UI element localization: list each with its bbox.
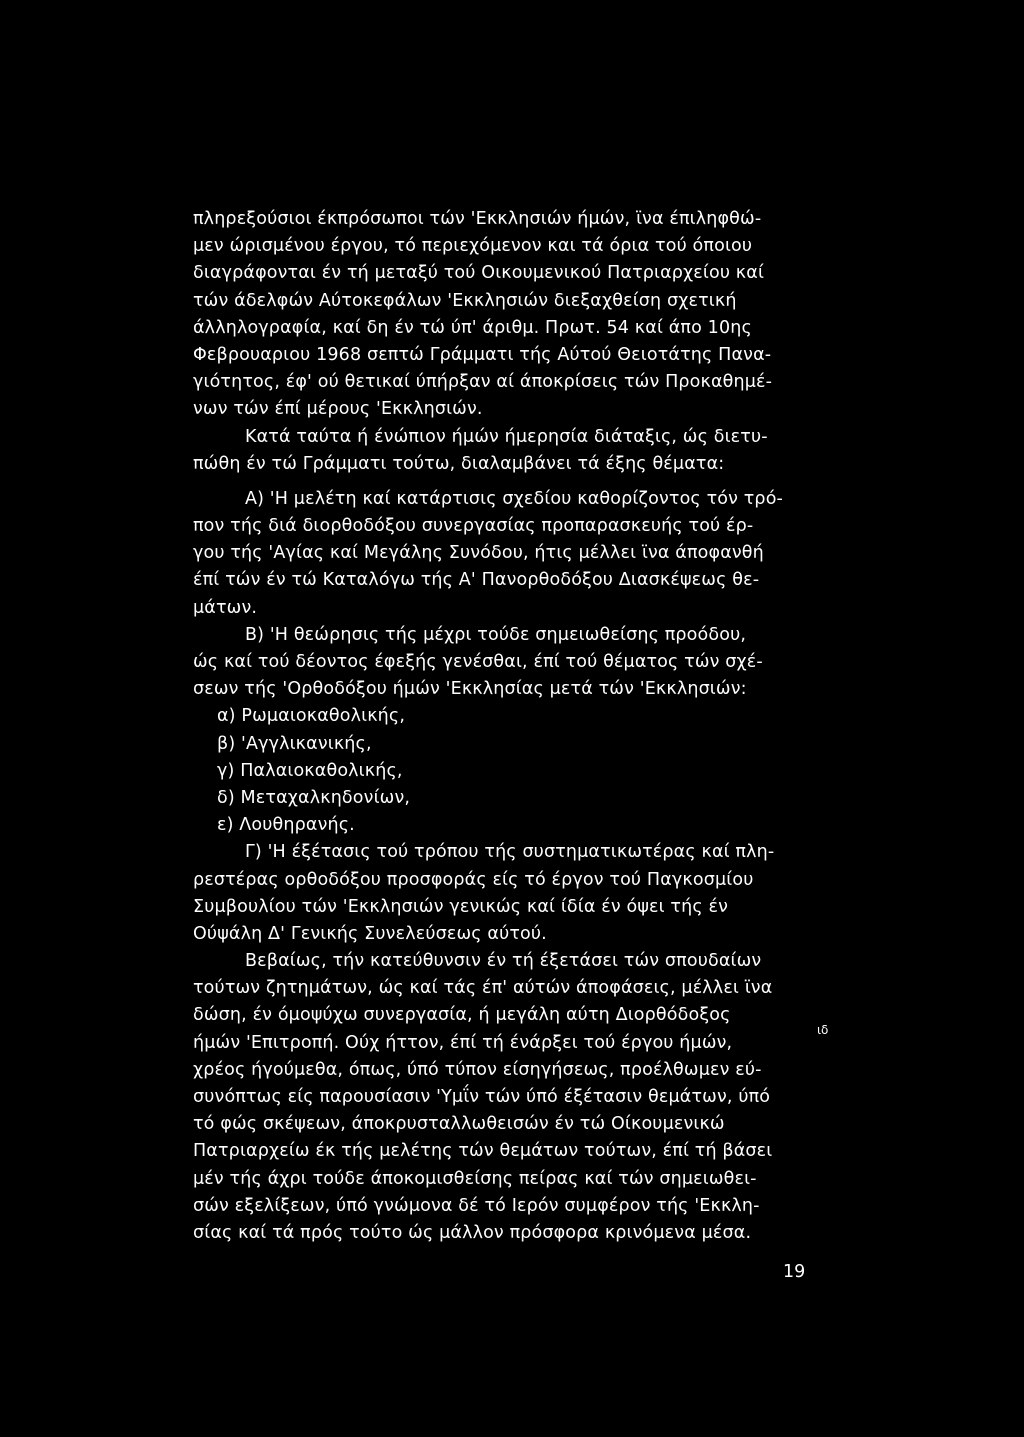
text-line: πώθη έν τώ Γράμματι τούτω, διαλαμβάνει τά έξης θέματα: <box>193 453 725 474</box>
text-line: ήμών 'Επιτροπή. Ούχ ήττον, έπί τή ένάρξει τού έργου ήμών, <box>193 1032 733 1053</box>
sublist-item: γ) Παλαιοκαθολικής, <box>217 760 403 781</box>
text-line: έπί τών έν τώ Καταλόγω τής Α' Πανορθοδόξου Διασκέψεως θε- <box>193 570 760 591</box>
text-line: Πατριαρχείω έκ τής μελέτης τών θεμάτων τούτων, έπί τή βάσει <box>193 1141 773 1162</box>
text-line: μεν ώρισμένου έργου, τό περιεχόμενον και τά όρια τού όποιου <box>193 236 753 257</box>
text-line: Συμβουλίου τών 'Εκκλησιών γενικώς καί ίδία έν όψει τής έν <box>193 896 729 917</box>
item-c-line: Γ) 'Η έξέτασις τού τρόπου τής συστηματικωτέρας καί πλη- <box>245 842 775 863</box>
text-line: τών άδελφών Αύτοκεφάλων 'Εκκλησιών διεξαχθείση σχετική <box>193 290 737 311</box>
text-line: Ούψάλη Δ' Γενικής Συνελεύσεως αύτού. <box>193 923 547 944</box>
text-line: σεων τής 'Ορθοδόξου ήμών 'Εκκλησίας μετά τών 'Εκκλησιών: <box>193 679 747 700</box>
text-line: άλληλογραφία, καί δη έν τώ ύπ' άριθμ. Πρωτ. 54 καί άπο 10ης <box>193 317 752 338</box>
paragraph-start-line: Κατά ταύτα ή ένώπιον ήμών ήμερησία διάταξις, ώς διετυ- <box>245 426 768 447</box>
text-line: μάτων. <box>193 597 258 618</box>
text-line: διαγράφονται έν τή μεταξύ τού Οικουμενικού Πατριαρχείου καί <box>193 263 765 284</box>
page-number: 19 <box>783 1262 806 1282</box>
text-line: Φεβρουαριου 1968 σεπτώ Γράμματι τής Αύτού Θειοτάτης Πανα- <box>193 344 772 365</box>
sublist-item: β) 'Αγγλικανικής, <box>217 733 372 754</box>
margin-mark: ιδ <box>817 1023 829 1037</box>
text-line: νων τών έπί μέρους 'Εκκλησιών. <box>193 399 483 420</box>
paragraph-start-line: Βεβαίως, τήν κατεύθυνσιν έν τή έξετάσει τών σπουδαίων <box>245 951 762 972</box>
text-line: σίας καί τά πρός τούτο ώς μάλλον πρόσφορα κρινόμενα μέσα. <box>193 1222 752 1243</box>
text-line: πον τής διά διορθοδόξου συνεργασίας προπαρασκευής τού έρ- <box>193 516 754 537</box>
text-line: γιότητος, έφ' ού θετικαί ύπήρξαν αί άποκρίσεις τών Προκαθημέ- <box>193 372 773 393</box>
document-body <box>193 206 813 1247</box>
text-line: χρέος ήγούμεθα, όπως, ύπό τύπον είσηγήσεως, προέλθωμεν εύ- <box>193 1059 762 1080</box>
sublist-item: ε) Λουθηρανής. <box>217 815 355 836</box>
text-line: γου τής 'Αγίας καί Μεγάλης Συνόδου, ήτις μέλλει ϊνα άποφανθή <box>193 543 764 564</box>
text-line: τούτων ζητημάτων, ώς καί τάς έπ' αύτών άποφάσεις, μέλλει ϊνα <box>193 978 773 999</box>
text-line: μέν τής άχρι τούδε άποκομισθείσης πείρας καί τών σημειωθει- <box>193 1168 757 1189</box>
text-line: πληρεξούσιοι έκπρόσωποι τών 'Εκκλησιών ήμών, ϊνα έπιληφθώ- <box>193 209 762 229</box>
item-b-line: Β) 'Η θεώρησις τής μέχρι τούδε σημειωθείσης προόδου, <box>245 624 747 645</box>
sublist-item: α) Ρωμαιοκαθολικής, <box>217 706 406 727</box>
text-line: σών εξελίξεων, ύπό γνώμονα δέ τό Ιερόν συμφέρον τής 'Εκκλη- <box>193 1195 760 1216</box>
sublist-item: δ) Μεταχαλκηδονίων, <box>217 787 411 808</box>
text-line: συνόπτως είς παρουσίασιν 'Υμΐν τών ύπό έξέτασιν θεμάτων, ύπό <box>193 1087 771 1107</box>
text-line: δώση, έν όμοψύχω συνεργασία, ή μεγάλη αύτη Διορθόδοξος <box>193 1005 731 1026</box>
text-line: ώς καί τού δέοντος έφεξής γενέσθαι, έπί τού θέματος τών σχέ- <box>193 652 763 672</box>
text-line: ρεστέρας ορθοδόξου προσφοράς είς τό έργον τού Παγκοσμίου <box>193 869 754 890</box>
item-a-line: Α) 'Η μελέτη καί κατάρτισις σχεδίου καθορίζοντος τόν τρό- <box>245 488 784 509</box>
text-line: τό φώς σκέψεων, άποκρυσταλλωθεισών έν τώ Οίκουμενικώ <box>193 1114 725 1135</box>
